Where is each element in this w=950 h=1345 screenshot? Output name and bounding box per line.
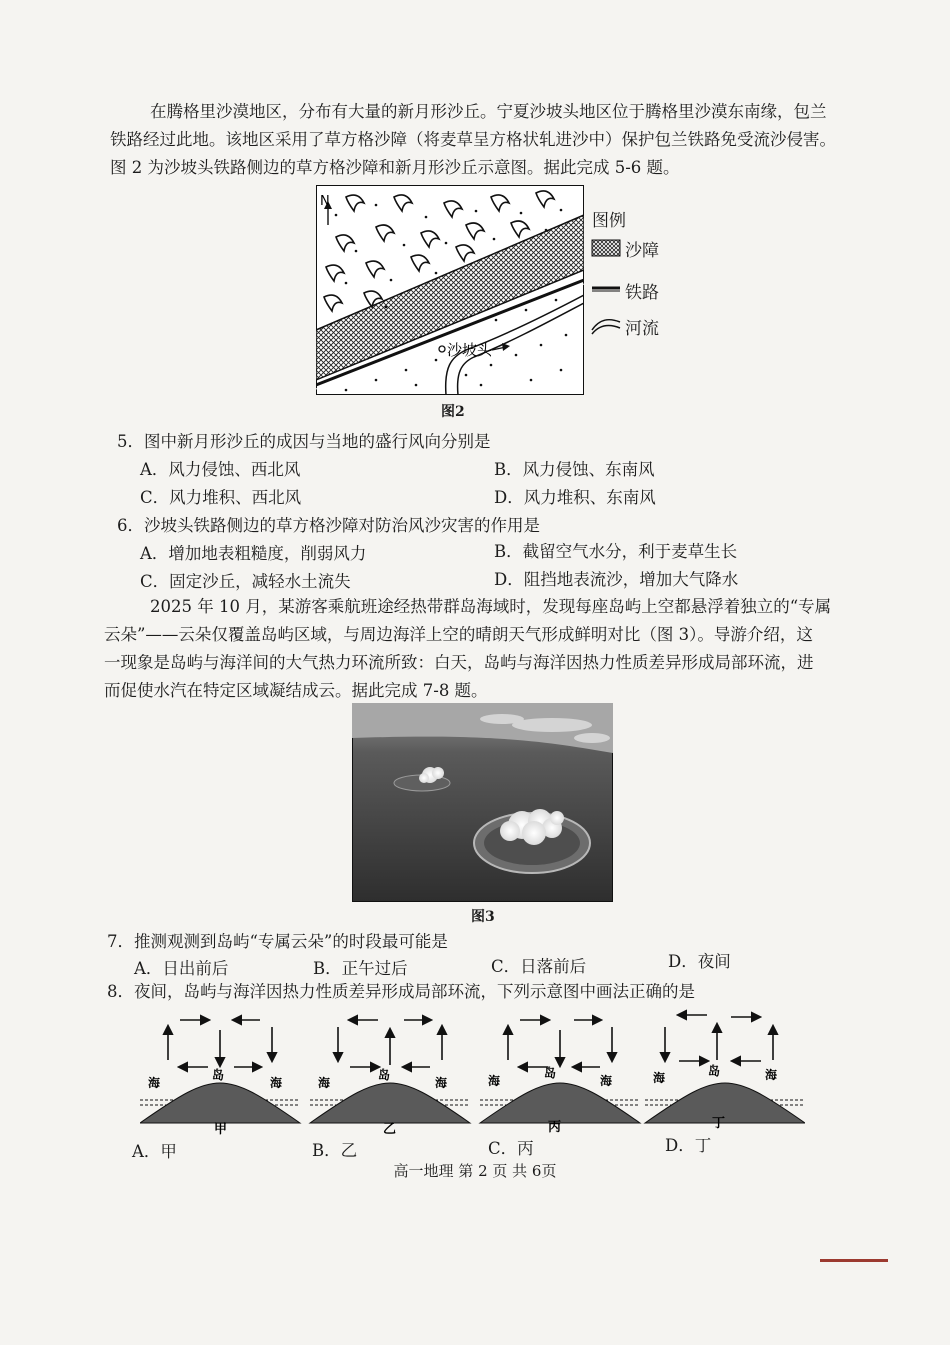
- diagram-ding-island: 岛: [708, 1064, 721, 1078]
- legend-river-icon: [592, 320, 620, 334]
- q5-option-c[interactable]: C．风力堆积、西北风: [140, 488, 302, 507]
- legend-barrier-icon: [592, 240, 620, 256]
- diagram-ding-sea-right: 海: [765, 1068, 778, 1082]
- q6-option-c[interactable]: C．固定沙丘，减轻水土流失: [140, 572, 351, 591]
- place-label: 沙坡头: [447, 341, 493, 359]
- q5-option-a[interactable]: A．风力侵蚀、西北风: [140, 460, 301, 479]
- q7-option-d[interactable]: D．夜间: [668, 952, 731, 971]
- q5-stem: 5．图中新月形沙丘的成因与当地的盛行风向分别是: [117, 432, 491, 451]
- diagram-jia-label: 甲: [214, 1122, 228, 1135]
- q5-option-b[interactable]: B．风力侵蚀、东南风: [494, 460, 655, 479]
- legend-railway: 铁路: [625, 283, 659, 303]
- passage1-line2: 铁路经过此地。该地区采用了草方格沙障（将麦草呈方格状轧进沙中）保护包兰铁路免受流沙侵害。: [110, 130, 836, 149]
- diagram-jia-sea-right: 海: [270, 1076, 283, 1090]
- diagram-bing: [480, 1020, 640, 1123]
- passage2-line3: 一现象是岛屿与海洋间的大气热力环流所致：白天，岛屿与海洋因热力性质差异形成局部环流，进: [104, 653, 814, 672]
- q6-option-b[interactable]: B．截留空气水分，利于麦草生长: [494, 542, 738, 561]
- diagram-jia-sea-left: 海: [148, 1076, 161, 1090]
- figure2-caption: 图2: [441, 404, 465, 420]
- circulation-diagrams: [140, 1005, 805, 1135]
- q6-stem: 6．沙坡头铁路侧边的草方格沙障对防治风沙灾害的作用是: [117, 516, 540, 535]
- passage2-line4: 而促使水汽在特定区域凝结成云。据此完成 7-8 题。: [104, 681, 488, 700]
- figure2-map: [316, 185, 584, 395]
- q7-option-b[interactable]: B．正午过后: [313, 959, 408, 978]
- passage1-line1: 在腾格里沙漠地区，分布有大量的新月形沙丘。宁夏沙坡头地区位于腾格里沙漠东南缘，包兰: [150, 102, 827, 121]
- passage2-line2: 云朵”——云朵仅覆盖岛屿区域，与周边海洋上空的晴朗天气形成鲜明对比（图 3）。导游介绍，这: [104, 625, 813, 644]
- legend-barrier: 沙障: [625, 241, 659, 261]
- q6-option-d[interactable]: D．阻挡地表流沙，增加大气降水: [494, 570, 739, 589]
- diagram-bing-label: 丙: [548, 1120, 562, 1135]
- diagram-ding-sea-left: 海: [653, 1071, 666, 1085]
- diagram-bing-sea-right: 海: [600, 1074, 613, 1088]
- passage2-line1: 2025 年 10 月，某游客乘航班途经热带群岛海域时，发现每座岛屿上空都悬浮着独立的“专属: [150, 597, 832, 616]
- q6-option-a[interactable]: A．增加地表粗糙度，削弱风力: [140, 544, 367, 563]
- diagram-yi-sea-left: 海: [318, 1076, 331, 1090]
- q8-option-a[interactable]: A．甲: [132, 1142, 177, 1161]
- diagram-jia-island: 岛: [212, 1068, 225, 1082]
- diagram-ding: [645, 1015, 805, 1123]
- diagram-ding-label: 丁: [712, 1116, 726, 1131]
- q8-option-d[interactable]: D．丁: [665, 1136, 712, 1155]
- q8-option-c[interactable]: C．丙: [488, 1139, 534, 1158]
- q8-stem: 8．夜间，岛屿与海洋因热力性质差异形成局部环流，下列示意图中画法正确的是: [107, 982, 695, 1001]
- page-footer: 高一地理 第 2 页 共 6页: [393, 1162, 557, 1180]
- passage1-line3: 图 2 为沙坡头铁路侧边的草方格沙障和新月形沙丘示意图。据此完成 5-6 题。: [110, 158, 680, 177]
- red-mark: [820, 1259, 888, 1262]
- north-label: N: [320, 194, 330, 209]
- q7-stem: 7．推测观测到岛屿“专属云朵”的时段最可能是: [107, 932, 448, 951]
- figure3-photo: [352, 703, 613, 902]
- q7-option-a[interactable]: A．日出前后: [134, 959, 229, 978]
- diagram-yi-island: 岛: [378, 1068, 391, 1082]
- figure3-caption: 图3: [471, 909, 495, 925]
- q7-option-c[interactable]: C．日落前后: [491, 957, 587, 976]
- diagram-yi-label: 乙: [383, 1122, 397, 1135]
- diagram-bing-island: 岛: [544, 1066, 557, 1080]
- diagram-yi-sea-right: 海: [435, 1076, 448, 1090]
- legend-title: 图例: [592, 211, 626, 231]
- q8-option-b[interactable]: B．乙: [312, 1141, 358, 1160]
- diagram-bing-sea-left: 海: [488, 1074, 501, 1088]
- q5-option-d[interactable]: D．风力堆积、东南风: [494, 488, 656, 507]
- legend-symbols: [590, 238, 622, 348]
- legend-river: 河流: [625, 319, 659, 339]
